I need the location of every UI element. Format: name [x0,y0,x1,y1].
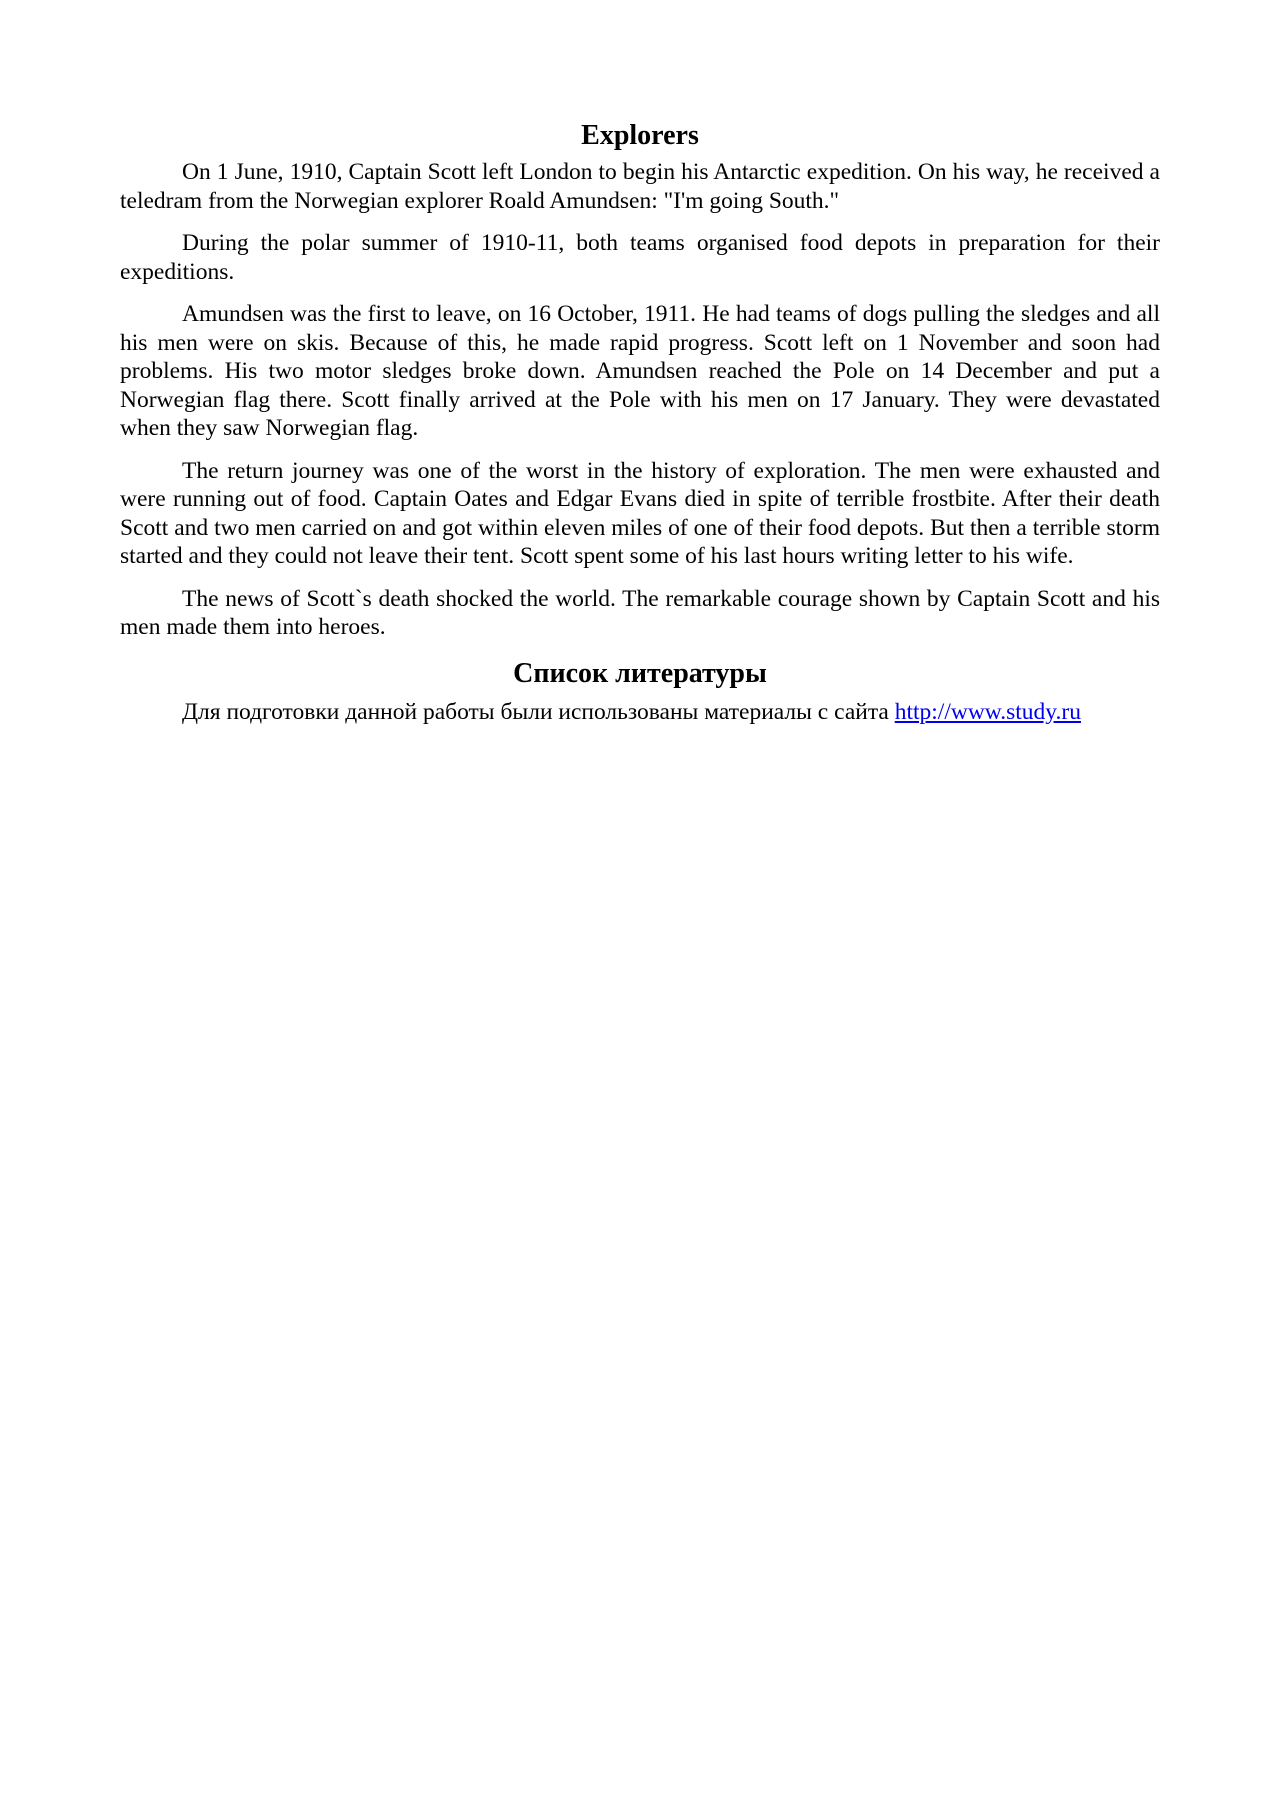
page-title: Explorers [581,120,699,151]
paragraph-1: On 1 June, 1910, Captain Scott left London to begin his Antarctic expedition. On his way, he received a teledram from the Norwegian explorer Roald Amundsen: "I'm going South." [120,159,1160,214]
paragraph-2: During the polar summer of 1910-11, both teams organised food depots in preparation for their expeditions. [120,230,1160,285]
document-page [120,118,1160,726]
paragraph-5: The news of Scott`s death shocked the world. The remarkable courage shown by Captain Scott and his men made them into heroes. [120,585,1160,640]
paragraph-3: Amundsen was the first to leave, on 16 October, 1911. He had teams of dogs pulling the sledges and all his men were on skis. Because of this, he made rapid progress. Scott left on 1 November and soon had problems. His two motor sledges broke down. Amundsen reached the Pole on 14 December and put a Norwegian flag there. Scott finally arrived at the Pole with his men on 17 January. They were devastated when they saw Norwegian flag. [120,301,1160,441]
paragraph-4: The return journey was one of the worst in the history of exploration. The men were exhausted and were running out of food. Captain Oates and Edgar Evans died in spite of terrible frostbite. After their death Scott and two men carried on and got within eleven miles of one of their food depots. But then a terrible storm started and they could not leave their tent. Scott spent some of his last hours writing letter to his wife. [120,457,1160,569]
references-text: Для подготовки данной работы были использованы материалы с сайта [182,698,895,725]
references-link[interactable]: http://www.study.ru [894,698,1081,725]
references-title: Список литературы [513,657,767,689]
references-paragraph [120,698,1160,727]
